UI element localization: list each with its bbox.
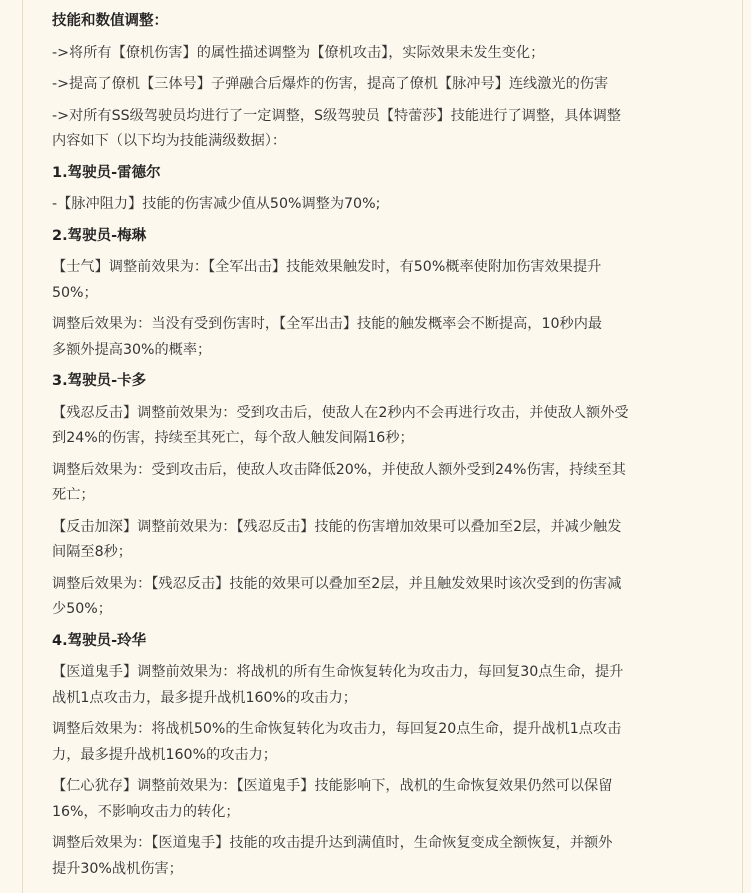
pilot-3-paragraph-4	[52, 572, 732, 623]
text-line: 战机1点攻击力，最多提升战机160%的攻击力；	[52, 689, 357, 706]
text-line: 【反击加深】调整前效果为：【残忍反击】技能的伤害增加效果可以叠加至2层，并减少触发	[52, 518, 622, 535]
pilot-3-paragraph-1	[52, 401, 732, 452]
text-line: -【脉冲阻力】技能的伤害减少值从50%调整为70%;	[52, 196, 381, 212]
pilot-4-paragraph-1	[52, 660, 732, 711]
pilot-3-paragraph-2	[52, 458, 732, 509]
text-line: 调整后效果为：当没有受到伤害时，【全军出击】技能的触发概率会不断提高，10秒内最	[52, 316, 603, 332]
pilot-heading-4: 4.驾驶员-玲华	[52, 632, 147, 649]
pilot-4-paragraph-4	[52, 831, 732, 882]
text-line: 调整后效果为：【残忍反击】技能的效果可以叠加至2层，并且触发效果时该次受到的伤害减	[52, 575, 622, 592]
intro-line-1: ->将所有【僚机伤害】的属性描述调整为【僚机攻击】，实际效果未发生变化；	[52, 44, 545, 61]
pilot-heading-3: 3.驾驶员-卡多	[52, 373, 147, 389]
text-line: 力，最多提升战机160%的攻击力；	[52, 746, 277, 763]
pilot-1-paragraph-1	[52, 192, 732, 218]
intro-line-2: ->提高了僚机【三体号】子弹融合后爆炸的伤害，提高了僚机【脉冲号】连线激光的伤害	[52, 76, 609, 92]
pilot-4-paragraph-2	[52, 717, 732, 768]
text-line: 少50%；	[52, 601, 112, 617]
text-line: 【仁心犹存】调整前效果为：【医道鬼手】技能影响下，战机的生命恢复效果仍然可以保留	[52, 778, 613, 794]
text-line: 16%，不影响攻击力的转化；	[52, 803, 240, 820]
text-line: 间隔至8秒；	[52, 544, 132, 560]
pilot-3-paragraph-3	[52, 515, 732, 566]
left-border-line	[22, 0, 23, 893]
text-line: 死亡；	[52, 487, 95, 503]
pilot-heading-2: 2.驾驶员-梅琳	[52, 227, 147, 244]
text-line: 多额外提高30%的概率；	[52, 341, 212, 358]
pilot-4-paragraph-3	[52, 774, 732, 825]
text-line: 【士气】调整前效果为：【全军出击】技能效果触发时，有50%概率使附加伤害效果提升	[52, 259, 602, 275]
text-line: 【残忍反击】调整前效果为：受到攻击后，使敌人在2秒内不会再进行攻击，并使敌人额外受	[52, 404, 629, 421]
article-body	[52, 6, 732, 888]
right-border-line	[742, 0, 743, 893]
pilot-2-paragraph-2	[52, 312, 732, 363]
text-line: 提升30%战机伤害；	[52, 860, 183, 877]
intro-line-4: 内容如下（以下均为技能满级数据）：	[52, 133, 287, 149]
text-line: 50%；	[52, 284, 98, 301]
pilot-heading-1: 1.驾驶员-雷德尔	[52, 164, 161, 181]
text-line: 【医道鬼手】调整前效果为：将战机的所有生命恢复转化为攻击力，每回复30点生命，提升	[52, 664, 624, 680]
text-line: 到24%的伤害，持续至其死亡，每个敌人触发间隔16秒；	[52, 430, 414, 446]
text-line: 调整后效果为：将战机50%的生命恢复转化为攻击力，每回复20点生命，提升战机1点攻击	[52, 721, 622, 737]
text-line: 调整后效果为：【医道鬼手】技能的攻击提升达到满值时，生命恢复变成全额恢复，并额外	[52, 835, 613, 851]
text-line: 调整后效果为：受到攻击后，使敌人攻击降低20%，并使敌人额外受到24%伤害，持续至其	[52, 461, 626, 478]
intro-paragraph-3	[52, 104, 732, 155]
intro-line-3: ->对所有SS级驾驶员均进行了一定调整，S级驾驶员【特蕾莎】技能进行了调整，具体调整	[52, 107, 621, 124]
section-title: 技能和数值调整：	[52, 13, 168, 29]
pilot-2-paragraph-1	[52, 255, 732, 306]
